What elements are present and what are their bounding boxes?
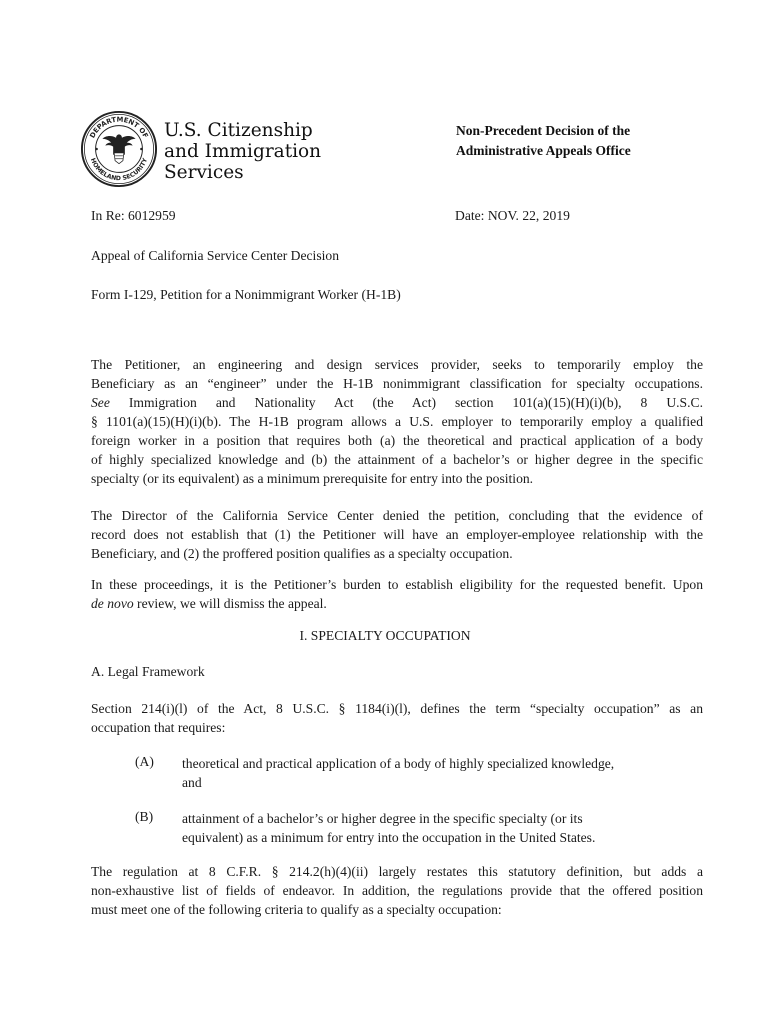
paragraph-line-see: See Immigration and Nationality Act (the Act) section 101(a)(15)(H)(i)(b), 8 U.S.C. (91, 395, 703, 410)
list-item-a (182, 754, 662, 792)
subheading: A. Legal Framework (91, 664, 205, 679)
agency-line-3: Services (164, 162, 244, 183)
paragraph-line: specialty (or its equivalent) as a minimum prerequisite for entry into the position. (91, 471, 534, 486)
paragraph-line: Beneficiary, and (2) the proffered position qualifies as a specialty occupation. (91, 546, 513, 561)
list-item-b (182, 809, 662, 847)
form-line: Form I-129, Petition for a Nonimmigrant Worker (H-1B) (91, 287, 401, 302)
paragraph-line: non-exhaustive list of fields of endeavor. In addition, the regulations provide that the offered position (91, 883, 703, 898)
seal-text-top: DEPARTMENT OF (88, 115, 150, 140)
paragraph-line: of highly specialized knowledge and (b) the attainment of a bachelor’s or higher degree in the specific (91, 452, 703, 467)
list-label-a: (A) (135, 754, 154, 769)
list-line: and (182, 775, 202, 790)
appeal-line: Appeal of California Service Center Decision (91, 248, 339, 263)
paragraph-regulation (91, 862, 703, 919)
decision-line-2: Administrative Appeals Office (456, 143, 631, 158)
case-number: In Re: 6012959 (91, 208, 176, 223)
paragraph-line: The Petitioner, an engineering and design services provider, seeks to temporarily employ the (91, 357, 703, 372)
seal-text-bottom: HOMELAND SECURITY (88, 157, 150, 183)
paragraph-intro (91, 355, 703, 488)
paragraph-line: Section 214(i)(l) of the Act, 8 U.S.C. § 1184(i)(l), defines the term “specialty occupation” as an (91, 701, 703, 716)
list-line: attainment of a bachelor’s or higher degree in the specific specialty (or its (182, 811, 583, 826)
paragraph-line: Beneficiary as an “engineer” under the H-1B nonimmigrant classification for specialty occupations. (91, 376, 703, 391)
list-line: theoretical and practical application of a body of highly specialized knowledge, (182, 756, 615, 771)
decision-line-1: Non-Precedent Decision of the (456, 123, 631, 138)
decision-type (456, 121, 631, 161)
paragraph-text: review, we will dismiss the appeal. (133, 596, 327, 611)
agency-line-2: and Immigration (164, 141, 322, 162)
list-line: equivalent) as a minimum for entry into the occupation in the United States. (182, 830, 596, 845)
decision-date: Date: NOV. 22, 2019 (455, 208, 570, 223)
agency-name (164, 120, 321, 183)
paragraph-line: foreign worker in a position that requires both (a) the theoretical and practical application of a body (91, 433, 703, 448)
paragraph-line: occupation that requires: (91, 720, 226, 735)
dhs-seal-icon (80, 110, 158, 188)
paragraph-director (91, 506, 703, 563)
agency-line-1: U.S. Citizenship (164, 120, 313, 141)
list-label-b: (B) (135, 809, 154, 824)
paragraph-line (91, 594, 703, 613)
paragraph-line: § 1101(a)(15)(H)(i)(b). The H-1B program allows a U.S. employer to temporarily employ a qualified (91, 414, 703, 429)
paragraph-definition (91, 699, 703, 737)
de-novo-term: de novo (91, 596, 134, 611)
paragraph-line: The regulation at 8 C.F.R. § 214.2(h)(4)(ii) largely restates this statutory definition, but adds a (91, 864, 703, 879)
paragraph-line: must meet one of the following criteria to qualify as a specialty occupation: (91, 902, 502, 917)
section-heading: I. SPECIALTY OCCUPATION (299, 628, 471, 643)
paragraph-burden (91, 575, 703, 613)
paragraph-line: record does not establish that (1) the Petitioner will have an employer-employee relationship with the (91, 527, 703, 542)
paragraph-line: The Director of the California Service Center denied the petition, concluding that the evidence of (91, 508, 703, 523)
paragraph-line: In these proceedings, it is the Petitioner’s burden to establish eligibility for the requested benefit. Upon (91, 577, 703, 592)
